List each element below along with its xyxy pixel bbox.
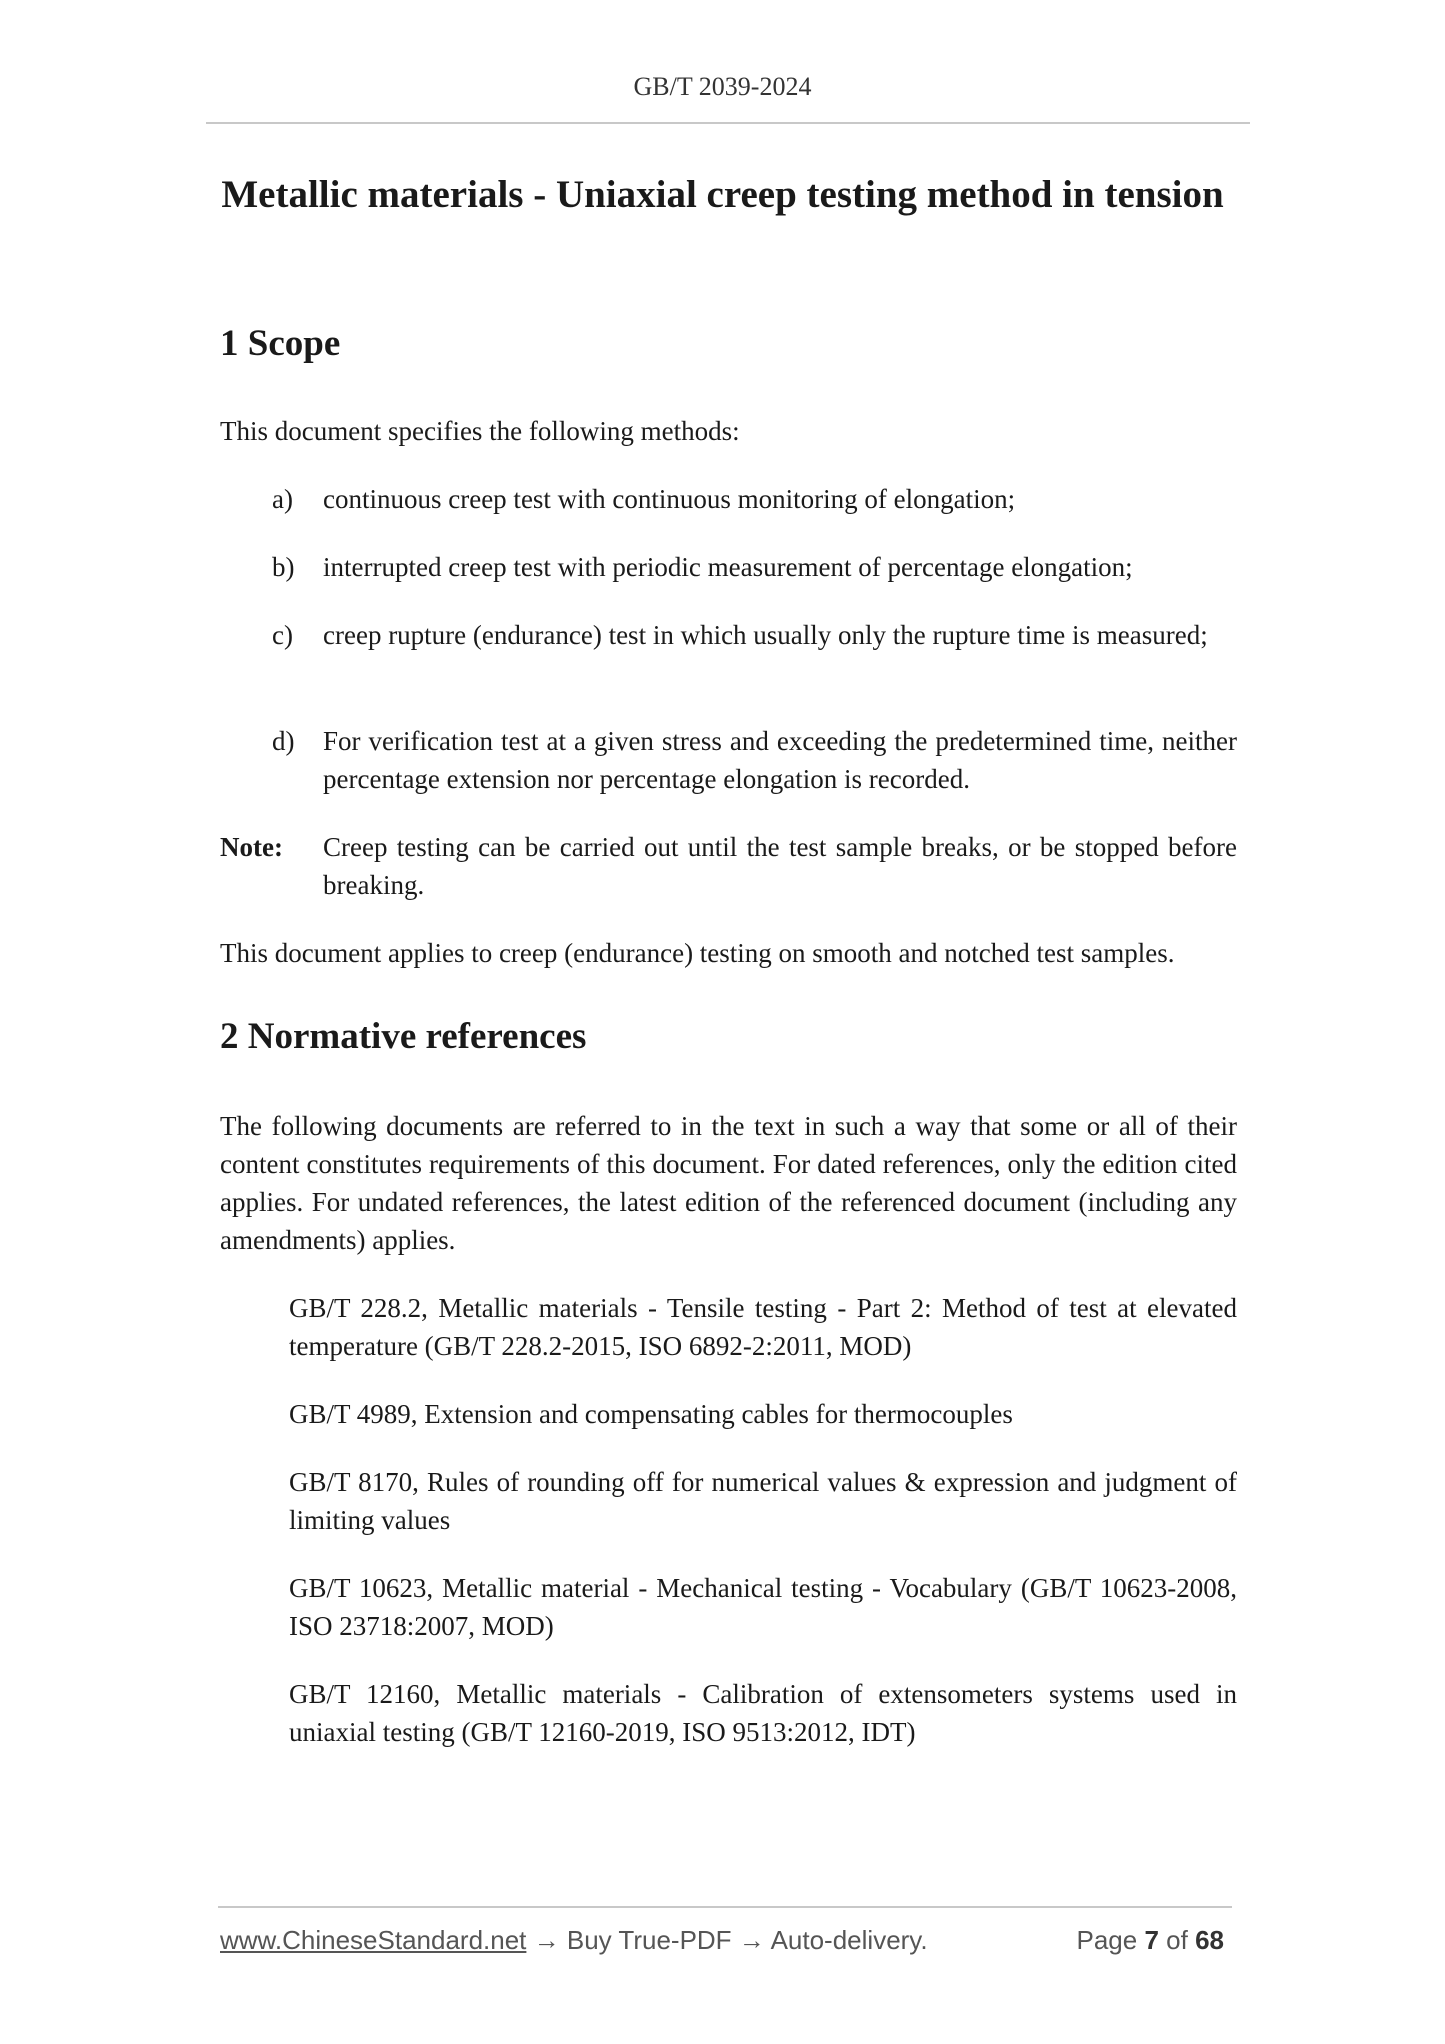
scope-applies: This document applies to creep (endurance) testing on smooth and notched test samples. [220,938,1175,968]
references-intro: The following documents are referred to in the text in such a way that some or all of their content constitutes requirements of this document. For dated references, only the edition cited applies. For undated references, the latest edition of the referenced document (including any amendments) applies. [220,1111,1237,1255]
list-item-label: d) [272,726,295,756]
page-number: 7 [1144,1925,1159,1955]
reference-item: GB/T 4989, Extension and compensating cables for thermocouples [289,1399,1013,1429]
reference-item: GB/T 8170, Rules of rounding off for numerical values & expression and judgment of limiting values [289,1467,1237,1535]
note-text: Creep testing can be carried out until the test sample breaks, or be stopped before breaking. [323,832,1237,900]
footer-promo: → Buy True-PDF → Auto-delivery. [526,1925,928,1955]
footer [220,1925,1232,1956]
footer-divider [218,1906,1232,1908]
section-heading-scope: 1 Scope [220,323,341,364]
list-item-text: For verification test at a given stress and exceeding the predetermined time, neither percentage extension nor percentage elongation is recorded. [323,726,1237,794]
reference-item: GB/T 10623, Metallic material - Mechanical testing - Vocabulary (GB/T 10623-2008, ISO 23718:2007, MOD) [289,1573,1237,1641]
page-indicator [1076,1925,1224,1956]
site-link[interactable]: www.ChineseStandard.net [220,1925,527,1955]
header-doc-code: GB/T 2039-2024 [633,72,812,101]
list-item-label: b) [272,552,295,582]
page-label: Page [1076,1925,1138,1955]
scope-intro: This document specifies the following methods: [220,416,740,446]
list-item-label: c) [272,620,293,650]
list-item-label: a) [272,484,293,514]
section-heading-normative-references: 2 Normative references [220,1016,587,1057]
reference-item: GB/T 228.2, Metallic materials - Tensile testing - Part 2: Method of test at elevated temperature (GB/T 228.2-2015, ISO 6892-2:2011, MOD) [289,1293,1237,1361]
note-label: Note: [220,832,283,862]
list-item-text: continuous creep test with continuous monitoring of elongation; [323,484,1016,514]
list-item-text: interrupted creep test with periodic measurement of percentage elongation; [323,552,1133,582]
of-label: of [1166,1925,1188,1955]
list-item-text: creep rupture (endurance) test in which usually only the rupture time is measured; [323,620,1208,650]
header-divider [206,122,1250,124]
reference-item: GB/T 12160, Metallic materials - Calibration of extensometers systems used in uniaxial testing (GB/T 12160-2019, ISO 9513:2012, IDT) [289,1679,1237,1747]
document-title: Metallic materials - Uniaxial creep testing method in tension [221,173,1224,216]
total-pages: 68 [1195,1925,1224,1955]
